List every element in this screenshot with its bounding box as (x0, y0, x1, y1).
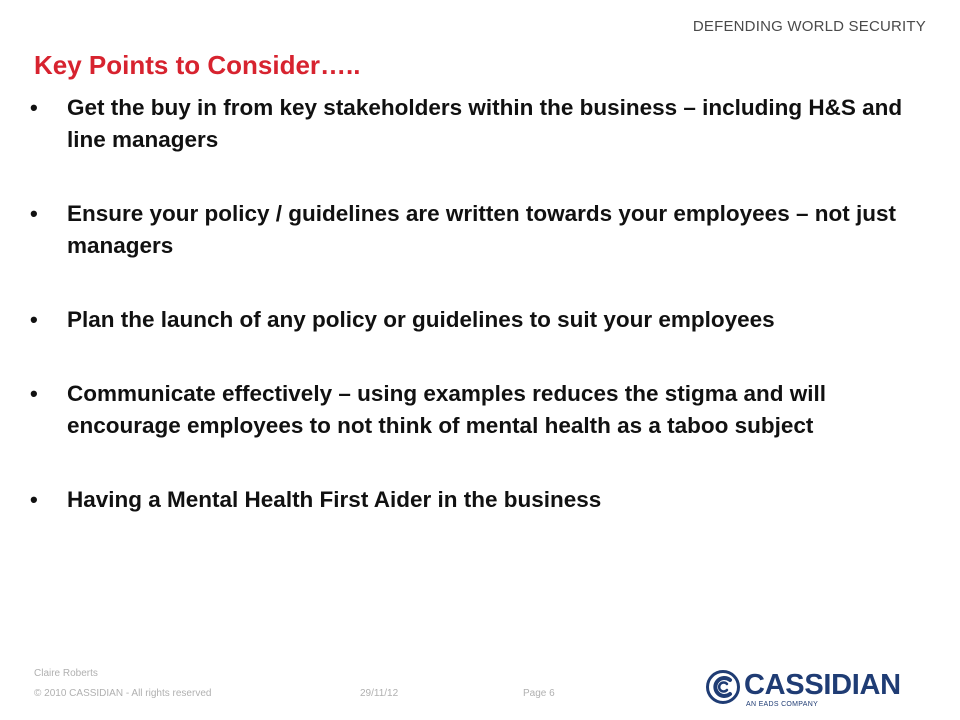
bullet-list (30, 92, 910, 516)
bullet-text: Having a Mental Health First Aider in the business (67, 487, 602, 512)
footer-date: 29/11/12 (360, 688, 399, 699)
bullet-dot-icon: • (30, 201, 38, 226)
slide-title: Key Points to Consider….. (34, 50, 361, 80)
footer-author: Claire Roberts (34, 668, 98, 679)
header-tagline: DEFENDING WORLD SECURITY (692, 18, 926, 35)
bullet-dot-icon: • (30, 307, 38, 332)
cassidian-swirl-icon (706, 670, 740, 704)
bullet-item (30, 378, 910, 442)
logo-wordmark: CASSIDIAN (744, 669, 901, 701)
bullet-item (30, 198, 910, 262)
bullet-text: Get the buy in from key stakeholders within the business – including H&S and line managers (67, 95, 903, 152)
footer-page-number: Page 6 (523, 688, 555, 699)
bullet-dot-icon: • (30, 381, 38, 406)
bullet-dot-icon: • (30, 487, 38, 512)
bullet-item (30, 304, 910, 336)
logo-subtitle: AN EADS COMPANY (746, 701, 819, 708)
bullet-text: Communicate effectively – using examples reduces the stigma and will encourage employees to not think of mental health as a taboo subject (67, 381, 827, 438)
bullet-text: Ensure your policy / guidelines are written towards your employees – not just managers (67, 201, 896, 258)
bullet-text: Plan the launch of any policy or guidelines to suit your employees (67, 307, 775, 332)
bullet-item (30, 484, 910, 516)
footer-copyright: © 2010 CASSIDIAN - All rights reserved (34, 688, 212, 699)
bullet-item (30, 92, 910, 156)
bullet-dot-icon: • (30, 95, 38, 120)
cassidian-logo (706, 668, 930, 712)
